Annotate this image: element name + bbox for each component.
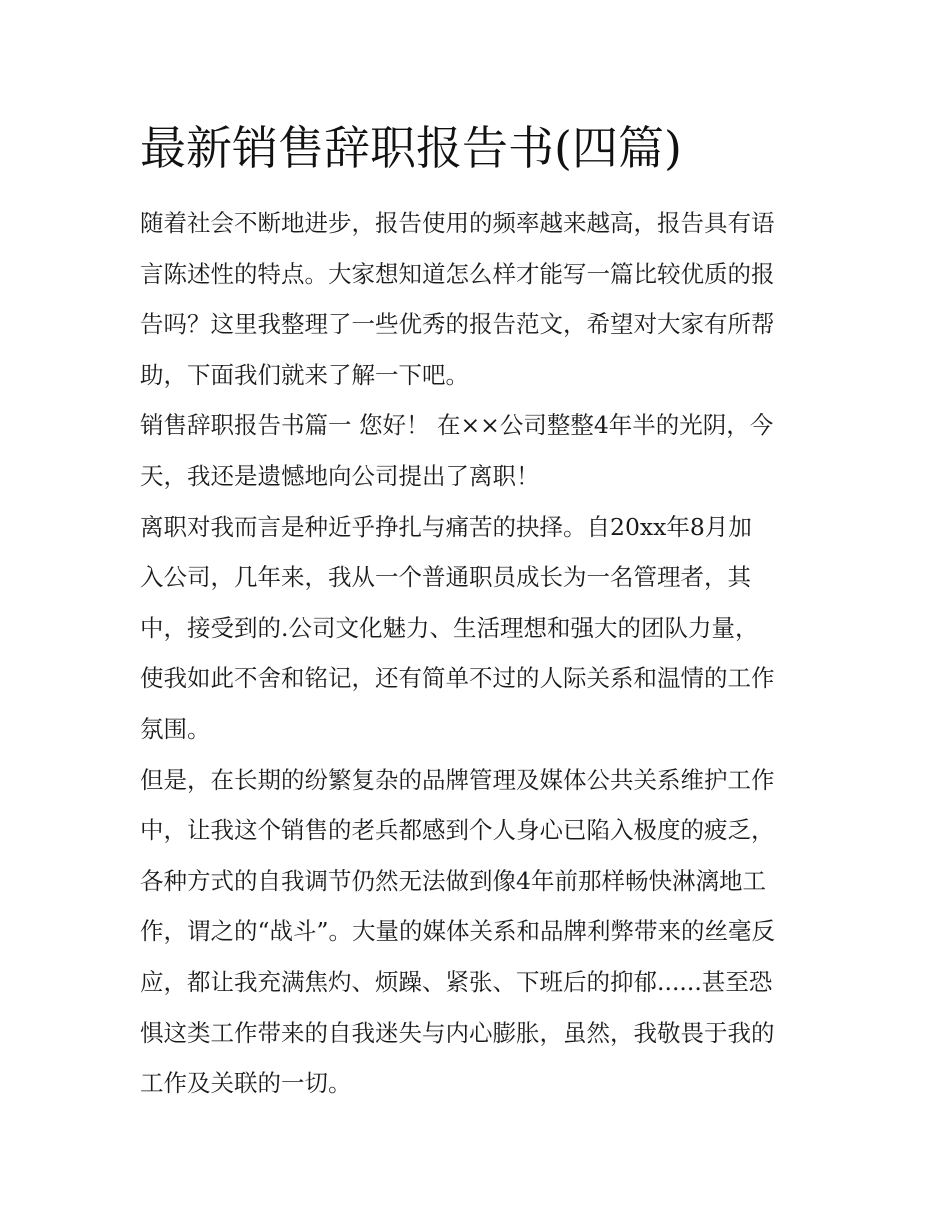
text-line: 工作及关联的一切。 bbox=[140, 1069, 352, 1098]
text-line: 使我如此不舍和铭记，还有简单不过的人际关系和温情的工作 bbox=[140, 664, 775, 693]
text-line: 作，谓之的“战斗”。大量的媒体关系和品牌利弊带来的丝毫反 bbox=[140, 917, 776, 946]
text-line: 离职对我而言是种近乎挣扎与痛苦的抉择。自20xx年8月加 bbox=[140, 512, 752, 541]
text-line: 销售辞职报告书篇一 您好！ 在××公司整整4年半的光阴，今 bbox=[140, 411, 774, 440]
document-body bbox=[140, 198, 812, 1109]
text-line: 中，接受到的.公司文化魅力、生活理想和强大的团队力量， bbox=[140, 613, 759, 642]
text-line: 告吗？这里我整理了一些优秀的报告范文，希望对大家有所帮 bbox=[140, 310, 775, 339]
text-line: 言陈述性的特点。大家想知道怎么样才能写一篇比较优质的报 bbox=[140, 259, 775, 288]
text-line: 惧这类工作带来的自我迷失与内心膨胀，虽然，我敬畏于我的 bbox=[140, 1018, 775, 1047]
text-line: 助，下面我们就来了解一下吧。 bbox=[140, 360, 469, 389]
document-title: 最新销售辞职报告书(四篇) bbox=[140, 121, 682, 175]
text-line: 天，我还是遗憾地向公司提出了离职！ bbox=[140, 461, 540, 490]
text-line: 中，让我这个销售的老兵都感到个人身心已陷入极度的疲乏， bbox=[140, 816, 775, 845]
text-line: 但是，在长期的纷繁复杂的品牌管理及媒体公共关系维护工作 bbox=[140, 765, 775, 794]
text-line: 入公司，几年来，我从一个普通职员成长为一名管理者，其 bbox=[140, 563, 751, 592]
text-line: 氛围。 bbox=[140, 714, 211, 743]
text-line: 各种方式的自我调节仍然无法做到像4年前那样畅快淋漓地工 bbox=[140, 866, 766, 895]
text-line: 应，都让我充满焦灼、烦躁、紧张、下班后的抑郁......甚至恐 bbox=[140, 967, 773, 996]
text-line: 随着社会不断地进步，报告使用的频率越来越高，报告具有语 bbox=[140, 209, 775, 237]
